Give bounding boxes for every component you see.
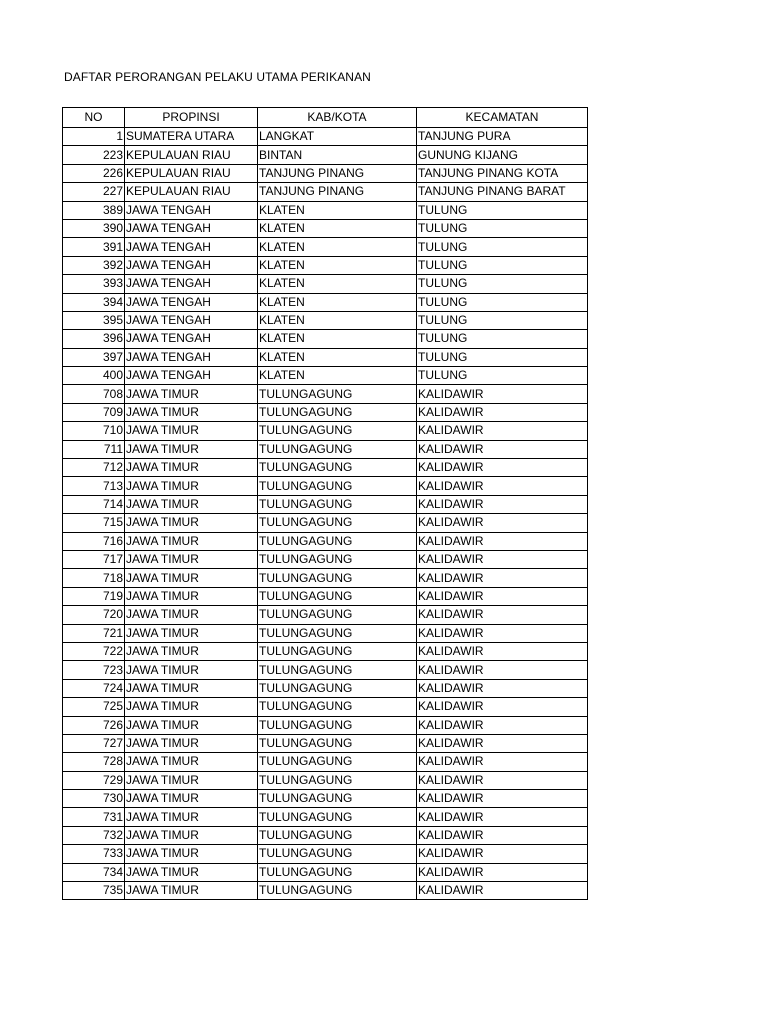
cell-kecamatan: TULUNG bbox=[417, 311, 588, 329]
cell-kecamatan: KALIDAWIR bbox=[417, 403, 588, 421]
table-row bbox=[63, 275, 588, 293]
cell-no: 721 bbox=[63, 624, 125, 642]
cell-kecamatan: GUNUNG KIJANG bbox=[417, 146, 588, 164]
cell-kab-kota: TULUNGAGUNG bbox=[258, 698, 417, 716]
cell-no: 731 bbox=[63, 808, 125, 826]
cell-kecamatan: KALIDAWIR bbox=[417, 495, 588, 513]
cell-kecamatan: KALIDAWIR bbox=[417, 514, 588, 532]
cell-kecamatan: KALIDAWIR bbox=[417, 477, 588, 495]
cell-no: 733 bbox=[63, 845, 125, 863]
cell-kab-kota: KLATEN bbox=[258, 256, 417, 274]
cell-propinsi: JAWA TENGAH bbox=[125, 293, 258, 311]
cell-kab-kota: TANJUNG PINANG bbox=[258, 183, 417, 201]
cell-no: 715 bbox=[63, 514, 125, 532]
cell-kab-kota: TULUNGAGUNG bbox=[258, 642, 417, 660]
cell-no: 709 bbox=[63, 403, 125, 421]
cell-no: 227 bbox=[63, 183, 125, 201]
cell-no: 391 bbox=[63, 238, 125, 256]
table-row bbox=[63, 440, 588, 458]
table-row bbox=[63, 367, 588, 385]
cell-kab-kota: TULUNGAGUNG bbox=[258, 550, 417, 568]
cell-kab-kota: KLATEN bbox=[258, 367, 417, 385]
cell-kecamatan: KALIDAWIR bbox=[417, 569, 588, 587]
cell-propinsi: JAWA TENGAH bbox=[125, 275, 258, 293]
cell-propinsi: JAWA TENGAH bbox=[125, 330, 258, 348]
cell-kab-kota: KLATEN bbox=[258, 348, 417, 366]
cell-kab-kota: TULUNGAGUNG bbox=[258, 477, 417, 495]
cell-kecamatan: KALIDAWIR bbox=[417, 753, 588, 771]
cell-no: 400 bbox=[63, 367, 125, 385]
cell-propinsi: JAWA TIMUR bbox=[125, 753, 258, 771]
cell-no: 711 bbox=[63, 440, 125, 458]
cell-propinsi: JAWA TIMUR bbox=[125, 716, 258, 734]
cell-kab-kota: KLATEN bbox=[258, 330, 417, 348]
cell-kecamatan: KALIDAWIR bbox=[417, 771, 588, 789]
cell-no: 727 bbox=[63, 734, 125, 752]
cell-kecamatan: KALIDAWIR bbox=[417, 679, 588, 697]
table-header bbox=[63, 108, 588, 128]
cell-no: 395 bbox=[63, 311, 125, 329]
cell-no: 713 bbox=[63, 477, 125, 495]
cell-kecamatan: KALIDAWIR bbox=[417, 734, 588, 752]
cell-kab-kota: TULUNGAGUNG bbox=[258, 532, 417, 550]
table-row bbox=[63, 183, 588, 201]
cell-propinsi: JAWA TIMUR bbox=[125, 606, 258, 624]
column-header-kab-kota: KAB/KOTA bbox=[258, 108, 417, 128]
cell-propinsi: JAWA TIMUR bbox=[125, 679, 258, 697]
cell-propinsi: KEPULAUAN RIAU bbox=[125, 183, 258, 201]
cell-no: 725 bbox=[63, 698, 125, 716]
cell-propinsi: JAWA TIMUR bbox=[125, 403, 258, 421]
cell-propinsi: JAWA TENGAH bbox=[125, 238, 258, 256]
table-row bbox=[63, 698, 588, 716]
cell-kab-kota: TULUNGAGUNG bbox=[258, 661, 417, 679]
cell-kab-kota: KLATEN bbox=[258, 275, 417, 293]
table-row bbox=[63, 569, 588, 587]
table-row bbox=[63, 256, 588, 274]
cell-no: 726 bbox=[63, 716, 125, 734]
cell-propinsi: JAWA TENGAH bbox=[125, 201, 258, 219]
cell-no: 714 bbox=[63, 495, 125, 513]
cell-propinsi: JAWA TIMUR bbox=[125, 514, 258, 532]
cell-propinsi: JAWA TIMUR bbox=[125, 808, 258, 826]
cell-kab-kota: LANGKAT bbox=[258, 128, 417, 146]
cell-kecamatan: TANJUNG PINANG BARAT bbox=[417, 183, 588, 201]
table-row bbox=[63, 790, 588, 808]
table-row bbox=[63, 514, 588, 532]
table-row bbox=[63, 495, 588, 513]
cell-no: 393 bbox=[63, 275, 125, 293]
cell-propinsi: JAWA TIMUR bbox=[125, 882, 258, 900]
table-row bbox=[63, 128, 588, 146]
cell-propinsi: JAWA TIMUR bbox=[125, 495, 258, 513]
cell-kecamatan: KALIDAWIR bbox=[417, 385, 588, 403]
cell-no: 729 bbox=[63, 771, 125, 789]
cell-kab-kota: KLATEN bbox=[258, 293, 417, 311]
cell-kecamatan: KALIDAWIR bbox=[417, 826, 588, 844]
cell-kecamatan: TULUNG bbox=[417, 256, 588, 274]
cell-propinsi: JAWA TIMUR bbox=[125, 845, 258, 863]
cell-kecamatan: KALIDAWIR bbox=[417, 550, 588, 568]
cell-kecamatan: TULUNG bbox=[417, 238, 588, 256]
cell-no: 724 bbox=[63, 679, 125, 697]
table-row bbox=[63, 753, 588, 771]
cell-kecamatan: KALIDAWIR bbox=[417, 587, 588, 605]
cell-kab-kota: TULUNGAGUNG bbox=[258, 569, 417, 587]
cell-no: 730 bbox=[63, 790, 125, 808]
cell-kecamatan: KALIDAWIR bbox=[417, 863, 588, 881]
column-header-kecamatan: KECAMATAN bbox=[417, 108, 588, 128]
cell-propinsi: SUMATERA UTARA bbox=[125, 128, 258, 146]
cell-propinsi: KEPULAUAN RIAU bbox=[125, 146, 258, 164]
cell-propinsi: JAWA TIMUR bbox=[125, 624, 258, 642]
cell-kab-kota: TULUNGAGUNG bbox=[258, 606, 417, 624]
cell-propinsi: JAWA TIMUR bbox=[125, 863, 258, 881]
cell-no: 719 bbox=[63, 587, 125, 605]
table-row bbox=[63, 293, 588, 311]
cell-no: 392 bbox=[63, 256, 125, 274]
table-row bbox=[63, 716, 588, 734]
cell-no: 394 bbox=[63, 293, 125, 311]
cell-propinsi: JAWA TIMUR bbox=[125, 477, 258, 495]
cell-kecamatan: TULUNG bbox=[417, 219, 588, 237]
cell-kecamatan: KALIDAWIR bbox=[417, 661, 588, 679]
cell-kecamatan: KALIDAWIR bbox=[417, 716, 588, 734]
table-row bbox=[63, 532, 588, 550]
cell-propinsi: JAWA TIMUR bbox=[125, 826, 258, 844]
table-row bbox=[63, 606, 588, 624]
cell-kab-kota: TULUNGAGUNG bbox=[258, 771, 417, 789]
table-row bbox=[63, 348, 588, 366]
cell-kab-kota: TULUNGAGUNG bbox=[258, 422, 417, 440]
table-row bbox=[63, 238, 588, 256]
cell-kab-kota: BINTAN bbox=[258, 146, 417, 164]
table-row bbox=[63, 808, 588, 826]
column-header-propinsi: PROPINSI bbox=[125, 108, 258, 128]
cell-kab-kota: TULUNGAGUNG bbox=[258, 716, 417, 734]
cell-propinsi: JAWA TIMUR bbox=[125, 771, 258, 789]
cell-propinsi: JAWA TIMUR bbox=[125, 569, 258, 587]
cell-propinsi: JAWA TENGAH bbox=[125, 348, 258, 366]
table-row bbox=[63, 330, 588, 348]
cell-no: 1 bbox=[63, 128, 125, 146]
cell-kecamatan: KALIDAWIR bbox=[417, 440, 588, 458]
cell-kecamatan: TULUNG bbox=[417, 367, 588, 385]
cell-propinsi: JAWA TIMUR bbox=[125, 532, 258, 550]
cell-kab-kota: TULUNGAGUNG bbox=[258, 440, 417, 458]
cell-propinsi: JAWA TIMUR bbox=[125, 440, 258, 458]
cell-kecamatan: TANJUNG PINANG KOTA bbox=[417, 164, 588, 182]
cell-kecamatan: KALIDAWIR bbox=[417, 532, 588, 550]
table-row bbox=[63, 624, 588, 642]
cell-kecamatan: TULUNG bbox=[417, 201, 588, 219]
table-row bbox=[63, 734, 588, 752]
table-row bbox=[63, 459, 588, 477]
cell-no: 397 bbox=[63, 348, 125, 366]
table-row bbox=[63, 385, 588, 403]
cell-kecamatan: KALIDAWIR bbox=[417, 642, 588, 660]
cell-kab-kota: TANJUNG PINANG bbox=[258, 164, 417, 182]
cell-no: 712 bbox=[63, 459, 125, 477]
cell-propinsi: JAWA TIMUR bbox=[125, 385, 258, 403]
cell-kab-kota: KLATEN bbox=[258, 311, 417, 329]
cell-kab-kota: TULUNGAGUNG bbox=[258, 495, 417, 513]
table-row bbox=[63, 311, 588, 329]
table-row bbox=[63, 219, 588, 237]
cell-kecamatan: TULUNG bbox=[417, 275, 588, 293]
cell-propinsi: JAWA TIMUR bbox=[125, 422, 258, 440]
cell-kab-kota: KLATEN bbox=[258, 219, 417, 237]
cell-no: 710 bbox=[63, 422, 125, 440]
cell-kecamatan: KALIDAWIR bbox=[417, 808, 588, 826]
cell-propinsi: JAWA TENGAH bbox=[125, 311, 258, 329]
cell-no: 728 bbox=[63, 753, 125, 771]
cell-kab-kota: TULUNGAGUNG bbox=[258, 826, 417, 844]
table-row bbox=[63, 679, 588, 697]
table-row bbox=[63, 863, 588, 881]
table-row bbox=[63, 422, 588, 440]
cell-kab-kota: TULUNGAGUNG bbox=[258, 459, 417, 477]
cell-propinsi: JAWA TIMUR bbox=[125, 661, 258, 679]
cell-no: 723 bbox=[63, 661, 125, 679]
cell-kab-kota: TULUNGAGUNG bbox=[258, 403, 417, 421]
cell-kab-kota: KLATEN bbox=[258, 238, 417, 256]
cell-kecamatan: KALIDAWIR bbox=[417, 882, 588, 900]
cell-no: 734 bbox=[63, 863, 125, 881]
document-title: DAFTAR PERORANGAN PELAKU UTAMA PERIKANAN bbox=[64, 70, 371, 84]
cell-kab-kota: TULUNGAGUNG bbox=[258, 808, 417, 826]
cell-kab-kota: TULUNGAGUNG bbox=[258, 514, 417, 532]
cell-propinsi: JAWA TIMUR bbox=[125, 642, 258, 660]
cell-propinsi: JAWA TENGAH bbox=[125, 256, 258, 274]
cell-kab-kota: TULUNGAGUNG bbox=[258, 624, 417, 642]
cell-propinsi: JAWA TENGAH bbox=[125, 219, 258, 237]
cell-no: 708 bbox=[63, 385, 125, 403]
cell-propinsi: JAWA TIMUR bbox=[125, 587, 258, 605]
cell-no: 732 bbox=[63, 826, 125, 844]
cell-kab-kota: KLATEN bbox=[258, 201, 417, 219]
cell-kecamatan: KALIDAWIR bbox=[417, 624, 588, 642]
cell-kab-kota: TULUNGAGUNG bbox=[258, 679, 417, 697]
cell-propinsi: JAWA TIMUR bbox=[125, 550, 258, 568]
cell-no: 720 bbox=[63, 606, 125, 624]
cell-kab-kota: TULUNGAGUNG bbox=[258, 863, 417, 881]
cell-propinsi: JAWA TIMUR bbox=[125, 734, 258, 752]
cell-kab-kota: TULUNGAGUNG bbox=[258, 587, 417, 605]
column-header-no: NO bbox=[63, 108, 125, 128]
cell-propinsi: JAWA TIMUR bbox=[125, 790, 258, 808]
cell-kecamatan: KALIDAWIR bbox=[417, 790, 588, 808]
table-body bbox=[63, 128, 588, 900]
cell-no: 226 bbox=[63, 164, 125, 182]
table-row bbox=[63, 550, 588, 568]
cell-no: 718 bbox=[63, 569, 125, 587]
table-row bbox=[63, 771, 588, 789]
cell-kecamatan: KALIDAWIR bbox=[417, 459, 588, 477]
cell-kecamatan: TANJUNG PURA bbox=[417, 128, 588, 146]
cell-kecamatan: KALIDAWIR bbox=[417, 606, 588, 624]
cell-kecamatan: KALIDAWIR bbox=[417, 845, 588, 863]
cell-kecamatan: TULUNG bbox=[417, 330, 588, 348]
table-row bbox=[63, 477, 588, 495]
cell-no: 716 bbox=[63, 532, 125, 550]
table-row bbox=[63, 826, 588, 844]
cell-propinsi: KEPULAUAN RIAU bbox=[125, 164, 258, 182]
cell-kab-kota: TULUNGAGUNG bbox=[258, 734, 417, 752]
table-row bbox=[63, 845, 588, 863]
data-table bbox=[62, 107, 588, 900]
table-row bbox=[63, 403, 588, 421]
cell-propinsi: JAWA TIMUR bbox=[125, 698, 258, 716]
table-row bbox=[63, 661, 588, 679]
table-row bbox=[63, 587, 588, 605]
cell-kecamatan: TULUNG bbox=[417, 348, 588, 366]
table-row bbox=[63, 164, 588, 182]
cell-kecamatan: KALIDAWIR bbox=[417, 422, 588, 440]
table-row bbox=[63, 201, 588, 219]
cell-no: 390 bbox=[63, 219, 125, 237]
cell-kab-kota: TULUNGAGUNG bbox=[258, 790, 417, 808]
cell-no: 389 bbox=[63, 201, 125, 219]
cell-no: 396 bbox=[63, 330, 125, 348]
table-row bbox=[63, 642, 588, 660]
cell-propinsi: JAWA TIMUR bbox=[125, 459, 258, 477]
cell-kab-kota: TULUNGAGUNG bbox=[258, 385, 417, 403]
cell-kecamatan: TULUNG bbox=[417, 293, 588, 311]
cell-kab-kota: TULUNGAGUNG bbox=[258, 753, 417, 771]
cell-propinsi: JAWA TENGAH bbox=[125, 367, 258, 385]
header-row bbox=[63, 108, 588, 128]
cell-kab-kota: TULUNGAGUNG bbox=[258, 882, 417, 900]
table-row bbox=[63, 882, 588, 900]
table-row bbox=[63, 146, 588, 164]
cell-no: 717 bbox=[63, 550, 125, 568]
cell-kecamatan: KALIDAWIR bbox=[417, 698, 588, 716]
cell-no: 722 bbox=[63, 642, 125, 660]
cell-no: 223 bbox=[63, 146, 125, 164]
cell-no: 735 bbox=[63, 882, 125, 900]
cell-kab-kota: TULUNGAGUNG bbox=[258, 845, 417, 863]
